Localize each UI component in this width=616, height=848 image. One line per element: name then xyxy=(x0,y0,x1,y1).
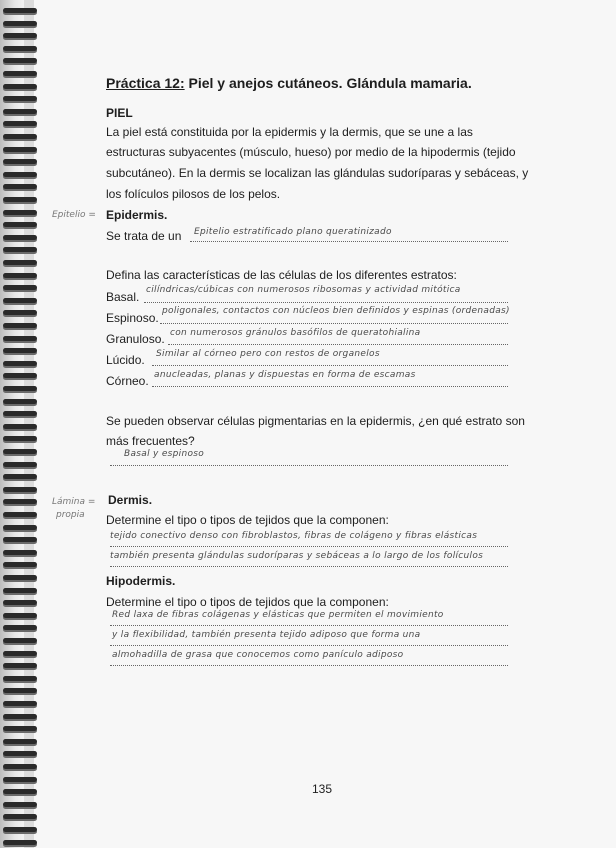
spiral-ring xyxy=(3,298,37,303)
spiral-ring xyxy=(3,399,37,404)
intro-line-4: los folículos pilosos de los pelos. xyxy=(106,187,281,201)
spiral-ring xyxy=(3,739,37,744)
stratum-label-granuloso: Granuloso. xyxy=(106,332,165,346)
epidermis-answer: Epitelio estratificado plano queratinizado xyxy=(194,227,392,237)
answer-line xyxy=(190,241,508,242)
spiral-ring xyxy=(3,373,37,378)
spiral-ring xyxy=(3,247,37,252)
spiral-ring xyxy=(3,235,37,240)
spiral-ring xyxy=(3,121,37,126)
spiral-ring xyxy=(3,58,37,63)
spiral-ring xyxy=(3,688,37,693)
spiral-ring xyxy=(3,751,37,756)
pigment-question-line-1: Se pueden observar células pigmentarias en la epidermis, ¿en qué estrato son xyxy=(106,414,525,428)
spiral-ring xyxy=(3,600,37,605)
pigment-question-line-2: más frecuentes? xyxy=(106,434,195,448)
spiral-ring xyxy=(3,147,37,152)
hipodermis-answer-line-2: y la flexibilidad, también presenta tejido adiposo que forma una xyxy=(112,630,421,640)
intro-line-3: subcutáneo). En la dermis se localizan las glándulas sudoríparas y sebáceas, y xyxy=(106,166,529,180)
spiral-ring xyxy=(3,210,37,215)
title-practice-number: Práctica 12: xyxy=(106,75,185,91)
spiral-ring xyxy=(3,462,37,467)
spiral-ring xyxy=(3,777,37,782)
spiral-ring xyxy=(3,814,37,819)
spiral-ring xyxy=(3,285,37,290)
spiral-ring xyxy=(3,424,37,429)
spiral-ring xyxy=(3,575,37,580)
answer-line xyxy=(144,302,508,303)
spiral-ring xyxy=(3,361,37,366)
answer-line xyxy=(110,645,508,646)
spiral-ring xyxy=(3,96,37,101)
spiral-ring xyxy=(3,638,37,643)
intro-line-1: La piel está constituida por la epidermis y la dermis, que se une a las xyxy=(106,125,473,139)
answer-line xyxy=(160,323,508,324)
stratum-answer-basal: cilíndricas/cúbicas con numerosos ribosomas y actividad mitótica xyxy=(146,285,461,295)
spiral-ring xyxy=(3,651,37,656)
spiral-ring xyxy=(3,512,37,517)
page-number: 135 xyxy=(312,782,333,796)
answer-line xyxy=(168,344,508,345)
hipodermis-answer-line-1: Red laxa de fibras colágenas y elásticas que permiten el movimiento xyxy=(112,610,444,620)
answer-line xyxy=(110,546,508,547)
spiral-ring xyxy=(3,348,37,353)
spiral-ring xyxy=(3,109,37,114)
page-title xyxy=(106,75,472,91)
pigment-answer: Basal y espinoso xyxy=(124,449,205,459)
spiral-ring xyxy=(3,260,37,265)
spiral-ring xyxy=(3,323,37,328)
heading-epidermis: Epidermis. xyxy=(106,208,168,222)
answer-line xyxy=(110,665,508,666)
stratum-label-espinoso: Espinoso. xyxy=(106,311,159,325)
stratum-label-lucido: Lúcido. xyxy=(106,353,145,367)
spiral-ring xyxy=(3,134,37,139)
spiral-ring xyxy=(3,172,37,177)
dermis-prompt: Determine el tipo o tipos de tejidos que la componen: xyxy=(106,513,389,527)
answer-line xyxy=(152,386,508,387)
margin-note-lamina: Lámina = xyxy=(52,497,96,507)
spiral-ring xyxy=(3,764,37,769)
stratum-answer-lucido: Similar al córneo pero con restos de organelos xyxy=(156,349,380,359)
stratum-answer-corneo: anucleadas, planas y dispuestas en forma de escamas xyxy=(154,370,416,380)
spiral-ring xyxy=(3,701,37,706)
intro-line-2: estructuras subyacentes (músculo, hueso) por medio de la hipodermis (tejido xyxy=(106,145,516,159)
spiral-ring xyxy=(3,663,37,668)
section-heading-piel: PIEL xyxy=(106,106,133,120)
spiral-ring xyxy=(3,310,37,315)
title-topic: Piel y anejos cutáneos. Glándula mamaria. xyxy=(184,75,472,91)
dermis-answer-line-2: también presenta glándulas sudoríparas y sebáceas a lo largo de los folículos xyxy=(110,551,484,561)
dermis-answer-line-1: tejido conectivo denso con fibroblastos, fibras de colágeno y fibras elásticas xyxy=(110,531,478,541)
spiral-ring xyxy=(3,336,37,341)
spiral-ring xyxy=(3,21,37,26)
spiral-ring xyxy=(3,71,37,76)
spiral-ring xyxy=(3,184,37,189)
heading-hipodermis: Hipodermis. xyxy=(106,574,176,588)
spiral-ring xyxy=(3,562,37,567)
spiral-ring xyxy=(3,273,37,278)
answer-line xyxy=(110,566,508,567)
stratum-label-basal: Basal. xyxy=(106,290,140,304)
margin-note-propia: propia xyxy=(56,510,85,520)
spiral-ring xyxy=(3,625,37,630)
answer-line xyxy=(152,365,508,366)
hipodermis-prompt: Determine el tipo o tipos de tejidos que la componen: xyxy=(106,595,389,609)
spiral-ring xyxy=(3,33,37,38)
spiral-ring xyxy=(3,789,37,794)
spiral-binding xyxy=(0,0,40,848)
answer-line xyxy=(110,625,508,626)
spiral-ring xyxy=(3,676,37,681)
spiral-ring xyxy=(3,84,37,89)
spiral-ring xyxy=(3,840,37,845)
hipodermis-answer-line-3: almohadilla de grasa que conocemos como panículo adiposo xyxy=(112,650,404,660)
margin-note-epitelio: Epitelio = xyxy=(52,210,96,220)
spiral-ring xyxy=(3,525,37,530)
spiral-ring xyxy=(3,474,37,479)
spiral-ring xyxy=(3,8,37,13)
spiral-ring xyxy=(3,550,37,555)
spiral-ring xyxy=(3,802,37,807)
heading-dermis: Dermis. xyxy=(108,493,153,507)
spiral-ring xyxy=(3,726,37,731)
spiral-ring xyxy=(3,386,37,391)
spiral-ring xyxy=(3,588,37,593)
stratum-answer-espinoso: poligonales, contactos con núcleos bien definidos y espinas (ordenadas) xyxy=(162,306,510,316)
spiral-ring xyxy=(3,436,37,441)
spiral-ring xyxy=(3,487,37,492)
strata-prompt: Defina las características de las células de los diferentes estratos: xyxy=(106,268,457,282)
stratum-answer-granuloso: con numerosos gránulos basófilos de queratohialina xyxy=(170,328,421,338)
spiral-ring xyxy=(3,46,37,51)
spiral-ring xyxy=(3,159,37,164)
spiral-ring xyxy=(3,449,37,454)
spiral-ring xyxy=(3,827,37,832)
spiral-ring xyxy=(3,411,37,416)
spiral-ring xyxy=(3,714,37,719)
spiral-ring xyxy=(3,222,37,227)
spiral-ring xyxy=(3,197,37,202)
stratum-label-corneo: Córneo. xyxy=(106,374,149,388)
spiral-ring xyxy=(3,499,37,504)
answer-line xyxy=(110,465,508,466)
epidermis-prompt: Se trata de un xyxy=(106,229,182,243)
spiral-ring xyxy=(3,613,37,618)
spiral-ring xyxy=(3,537,37,542)
